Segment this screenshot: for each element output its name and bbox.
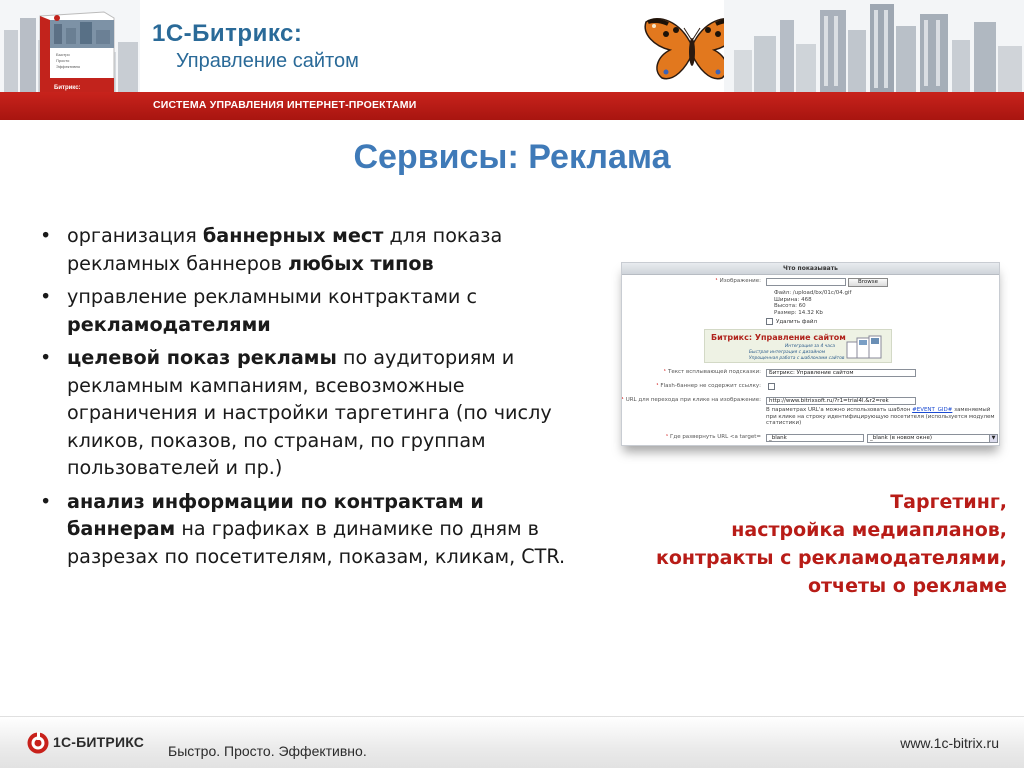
chevron-down-icon: ▼ [989,435,997,442]
bullet-bold: рекламодателями [67,312,271,336]
svg-text:Быстро: Быстро [56,52,70,57]
callout-line: Таргетинг, [890,491,1007,513]
banner-preview-line: Упрощенная работа с шаблонами сайтов [749,356,845,361]
delete-file-label: Удалить файл [776,319,817,325]
flash-label: ¹ Flash-баннер не содержит ссылку: [656,383,761,389]
slide-footer [0,716,1024,768]
bullet-bold: анализ информации по контрактам и баннерам [67,489,484,540]
bullet-item [38,344,568,482]
url-hint-text: В параметрах URL'а можно использовать шаблон [766,407,913,413]
svg-text:Просто: Просто [56,58,70,63]
bullet-item [38,222,568,277]
url-label: ¹ URL для перехода при клике на изображение: [621,397,761,403]
boxshot-label: Битрикс: [54,85,81,91]
form-section-header: Что показывать [622,263,999,275]
callout-line: контракты с рекламодателями, [655,547,1007,569]
bullet-text: по аудиториям и рекламным кампаниям, всевозможные ограничения и настройки таргетинга (по числу кликов, показов, по странам, по группам пользователей и пр.) [67,346,552,479]
file-info-line: Высота: 60 [774,303,806,309]
callout-line: настройка медиапланов, [731,519,1007,541]
bullet-bold: баннерных мест [202,224,384,247]
image-file-input[interactable] [766,278,846,286]
banner-boxes-image [845,334,883,360]
banner-preview-line: Быстрая интеграция с дизайном [749,350,826,355]
bitrix-logo-icon [27,732,49,754]
banner-form-screenshot [621,262,1000,446]
bullet-bold: любых типов [288,251,434,275]
alt-text-label: ¹ Текст всплывающей подсказки: [663,369,761,375]
alt-text-input[interactable]: Битрикс: Управление сайтом [766,369,916,377]
event-gid-link[interactable]: #EVENT_GID# [912,407,953,413]
target-select[interactable] [867,434,998,443]
banner-preview [704,329,892,363]
banner-preview-line: Интеграция за 4 часа [785,344,836,349]
slide-header [0,0,1024,120]
svg-text:Эффективно: Эффективно [56,64,81,69]
slide-title: Сервисы: Реклама [353,138,671,176]
image-label: ¹ Изображение: [715,278,761,284]
target-input[interactable]: _blank [766,434,864,442]
banner-preview-title: Битрикс: Управление сайтом [711,333,846,342]
bullet-text: для показа рекламных баннеров [67,224,503,275]
brand-block [152,20,359,73]
flash-checkbox[interactable] [768,383,775,390]
callout-line: отчеты о рекламе [807,575,1007,597]
brand-subtitle: Управление сайтом [176,50,359,72]
header-tagline: СИСТЕМА УПРАВЛЕНИЯ ИНТЕРНЕТ-ПРОЕКТАМИ [153,99,417,111]
url-input[interactable]: http://www.bitrixsoft.ru/?r1=trial4l.&r2=rek [766,397,916,405]
file-info-line: Ширина: 468 [774,296,812,303]
bullet-text: на графиках в динамике по дням в разрезах по посетителям, показам, кликам, CTR. [67,517,566,568]
bullet-item [38,488,568,571]
city-skyline-image [724,0,1024,92]
file-info-line: Размер: 14.32 Kb [774,309,823,316]
footer-url-link[interactable]: www.1c-bitrix.ru [900,735,999,751]
delete-file-checkbox[interactable] [766,318,773,325]
url-hint [766,407,998,427]
browse-button[interactable]: Browse [848,278,888,287]
footer-slogan: Быстро. Просто. Эффективно. [168,743,367,759]
target-label: ¹ Где развернуть URL <a target= [665,434,761,440]
footer-brand: 1С-БИТРИКС [53,734,145,750]
url-hint-text: заменяемый при клике на строку идентифицирующую посетителя (используется модулем статистики) [766,407,995,426]
file-info-line: Файл: /upload/bx/01c/04.gif [774,290,852,296]
bullet-bold: целевой показ рекламы [67,346,337,369]
bullet-item [38,283,568,338]
bullet-text: организация [67,224,203,247]
target-select-value: _blank (в новом окне) [870,435,932,441]
file-info [774,290,851,316]
bullet-list [38,222,568,576]
highlight-callout [656,488,1007,600]
brand-name: 1С-Битрикс: [152,20,303,47]
bullet-text: управление рекламными контрактами с [67,285,478,308]
